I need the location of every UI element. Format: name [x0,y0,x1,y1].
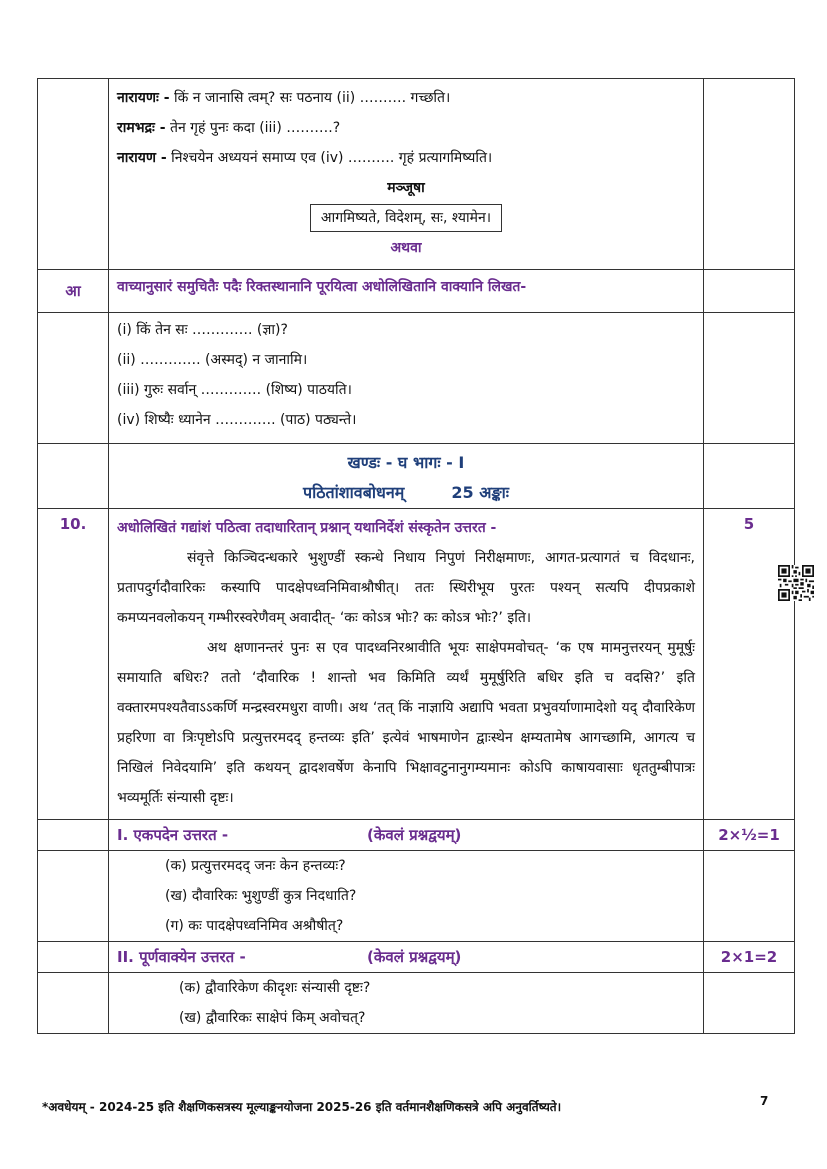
part-1-question: (ख) दौवारिकः भुशुण्डीं कुत्र निदधाति? [165,888,357,904]
part-2-marks: 2×1=2 [720,948,778,966]
aa-items-row [38,313,795,444]
part-1-questions-cell [109,851,704,942]
part-1-question: (क) प्रत्युत्तरमदद् जनः केन हन्तव्यः? [165,858,346,874]
dialogue-text-3: निश्चयेन अध्ययनं समाप्य एव (iv) ………. गृहं प्रत्यागमिष्यति। [166,150,493,166]
aa-items-cell [109,313,704,444]
aa-item: (ii) …………. (अस्मद्) न जानामि। [117,352,308,368]
aa-item: (iii) गुरुः सर्वान् …………. (शिष्य) पाठयति। [117,382,352,398]
part-2-question: (क) द्वौवारिकेण कीदृशः संन्यासी दृष्टः? [179,980,371,996]
dialogue-text-1: किं न जानासि त्वम्? सः पठनाय (ii) ………. गच्छति। [169,90,451,106]
qr-code-icon [778,565,814,601]
part-1-marks: 2×½=1 [718,826,780,844]
athava-label: अथवा [390,240,422,256]
part-1-heading: I. एकपदेन उत्तरत - [117,826,229,844]
section-header-cell [109,444,704,509]
manjusha-title: मञ्जूषा [387,180,425,196]
empty-cell [704,973,795,1034]
section-header-row [38,444,795,509]
dialogue-line-2 [117,113,695,143]
page-number: 7 [760,1094,769,1108]
part-2-heading-row [38,942,795,973]
part-2-heading-cell [109,942,704,973]
part-2-questions-cell [109,973,704,1034]
part-2-questions-row [38,973,795,1034]
part-2-heading: II. पूर्णवाक्येन उत्तरत - [117,948,246,966]
aa-instruction-row [38,270,795,313]
footer-note: *अवधेयम् - 2024-25 इति शैक्षणिकसत्रस्य मूल्याङ्कनयोजना 2025-26 इति वर्तमानशैक्षणिकसत्रे अपि अनुवर्तिष्यते। [42,1100,562,1114]
part-2-question: (ख) द्वौवारिकः साक्षेपं किम् अवोचत्? [179,1010,366,1026]
dialogue-cell [109,79,704,270]
aa-instruction: वाच्यानुसारं समुचितैः पदैः रिक्तस्थानानि पूरयित्वा अधोलिखितानि वाक्यानि लिखत- [117,279,527,295]
dialogue-text-2: तेन गृहं पुनः कदा (iii) ……….? [165,120,341,136]
empty-cell [704,851,795,942]
section-title: खण्डः - घ भागः - I [347,453,465,472]
section-total-marks: 25 अङ्काः [451,483,509,502]
part-1-note: (केवलं प्रश्नद्वयम्) [367,826,462,844]
dialogue-line-1 [117,83,695,113]
manjusha-word-box: आगमिष्यते, विदेशम्, सः, श्यामेन। [310,204,502,232]
question-number: 10. [59,515,87,533]
dialogue-line-3 [117,143,695,173]
empty-cell [38,851,109,942]
question-paper-table [37,78,795,1034]
empty-cell [38,973,109,1034]
q10-instruction: अधोलिखितं गद्यांशं पठित्वा तदाधारितान् प्रश्नान् यथानिर्देशं संस्कृतेन उत्तरत - [117,520,497,536]
section-subtitle-name: पठितांशावबोधनम् [302,483,405,502]
question-marks: 5 [743,515,755,533]
empty-cell [38,444,109,509]
passage-paragraph-1: संवृत्ते किञ्चिदन्धकारे भुशुण्डीं स्कन्धे निधाय निपुणं निरीक्षमाणः, आगत-प्रत्यागतं च विदधानः, प्रतापदुर्गदौवारिकः कस्यापि पादक्षेपध्वनिमिवाश्रौषीत्। ततः स्थिरीभूय पुरतः पश्यन् सत्यपि दीपप्रकाशे कमप्यनवलोकयन् गम्भीरस्वरेणैवम् अवादीत्- ‘कः कोऽत्र भोः? कः कोऽत्र भोः?’ इति। [117,550,695,626]
aa-label: आ [65,282,81,300]
empty-marks-cell [704,79,795,270]
part-1-questions-row [38,851,795,942]
aa-marks-cell [704,270,795,313]
section-subtitle [117,478,695,508]
question-10-row [38,509,795,820]
speaker-narayana-2: नारायण - [117,150,167,166]
speaker-narayana: नारायणः - [117,90,170,106]
empty-cell [704,444,795,509]
passage-paragraph-2: अथ क्षणानन्तरं पुनः स एव पादध्वनिरश्रावीति भूयः साक्षेपमवोचत्- ‘क एष मामनुत्तरयन् मुमूर्षुः समायाति बधिरः? ततो ‘दौवारिक ! शान्तो भव किमिति व्यर्थं मुमूर्षुरिति बधिर इति च वदसि?’ इति वक्तारमपश्यतैवाऽऽकर्णि मन्द्रस्वरमधुरा वाणी। अथ ‘तत् किं नाज्ञायि अद्यापि भवता प्रभुवर्याणामादेशो यद् दौवारिकेण प्रहरिणा वा त्रिःपृष्टोऽपि प्रत्युत्तरमदद् हन्तव्यः इति’ इत्येवं भाषमाणेन द्वाःस्थेन क्षम्यतामेष आगच्छामि, आगत्य च निखिलं निवेदयामि’ इति कथयन् द्वादशवर्षेण केनापि भिक्षावटुनानुगम्यमानः कोऽपि काषायवासाः धृततुम्बीपात्रः भव्यमूर्तिः संन्यासी दृष्टः। [117,640,695,806]
empty-cell [38,313,109,444]
question-number-cell [38,509,109,820]
empty-cell [38,820,109,851]
dialogue-row [38,79,795,270]
aa-item: (i) किं तेन सः …………. (ज्ञा)? [117,322,288,338]
empty-cell [704,313,795,444]
part-1-heading-row [38,820,795,851]
speaker-ramabhadra: रामभद्रः - [117,120,166,136]
part-1-marks-cell [704,820,795,851]
part-2-marks-cell [704,942,795,973]
aa-item: (iv) शिष्यैः ध्यानेन …………. (पाठ) पठ्यन्ते। [117,412,357,428]
part-2-note: (केवलं प्रश्नद्वयम्) [367,948,462,966]
empty-cell [38,942,109,973]
part-1-heading-cell [109,820,704,851]
aa-instruction-cell [109,270,704,313]
empty-number-cell [38,79,109,270]
aa-label-cell [38,270,109,313]
part-1-question: (ग) कः पादक्षेपध्वनिमिव अश्रौषीत्? [165,918,344,934]
question-10-cell [109,509,704,820]
question-marks-cell [704,509,795,820]
